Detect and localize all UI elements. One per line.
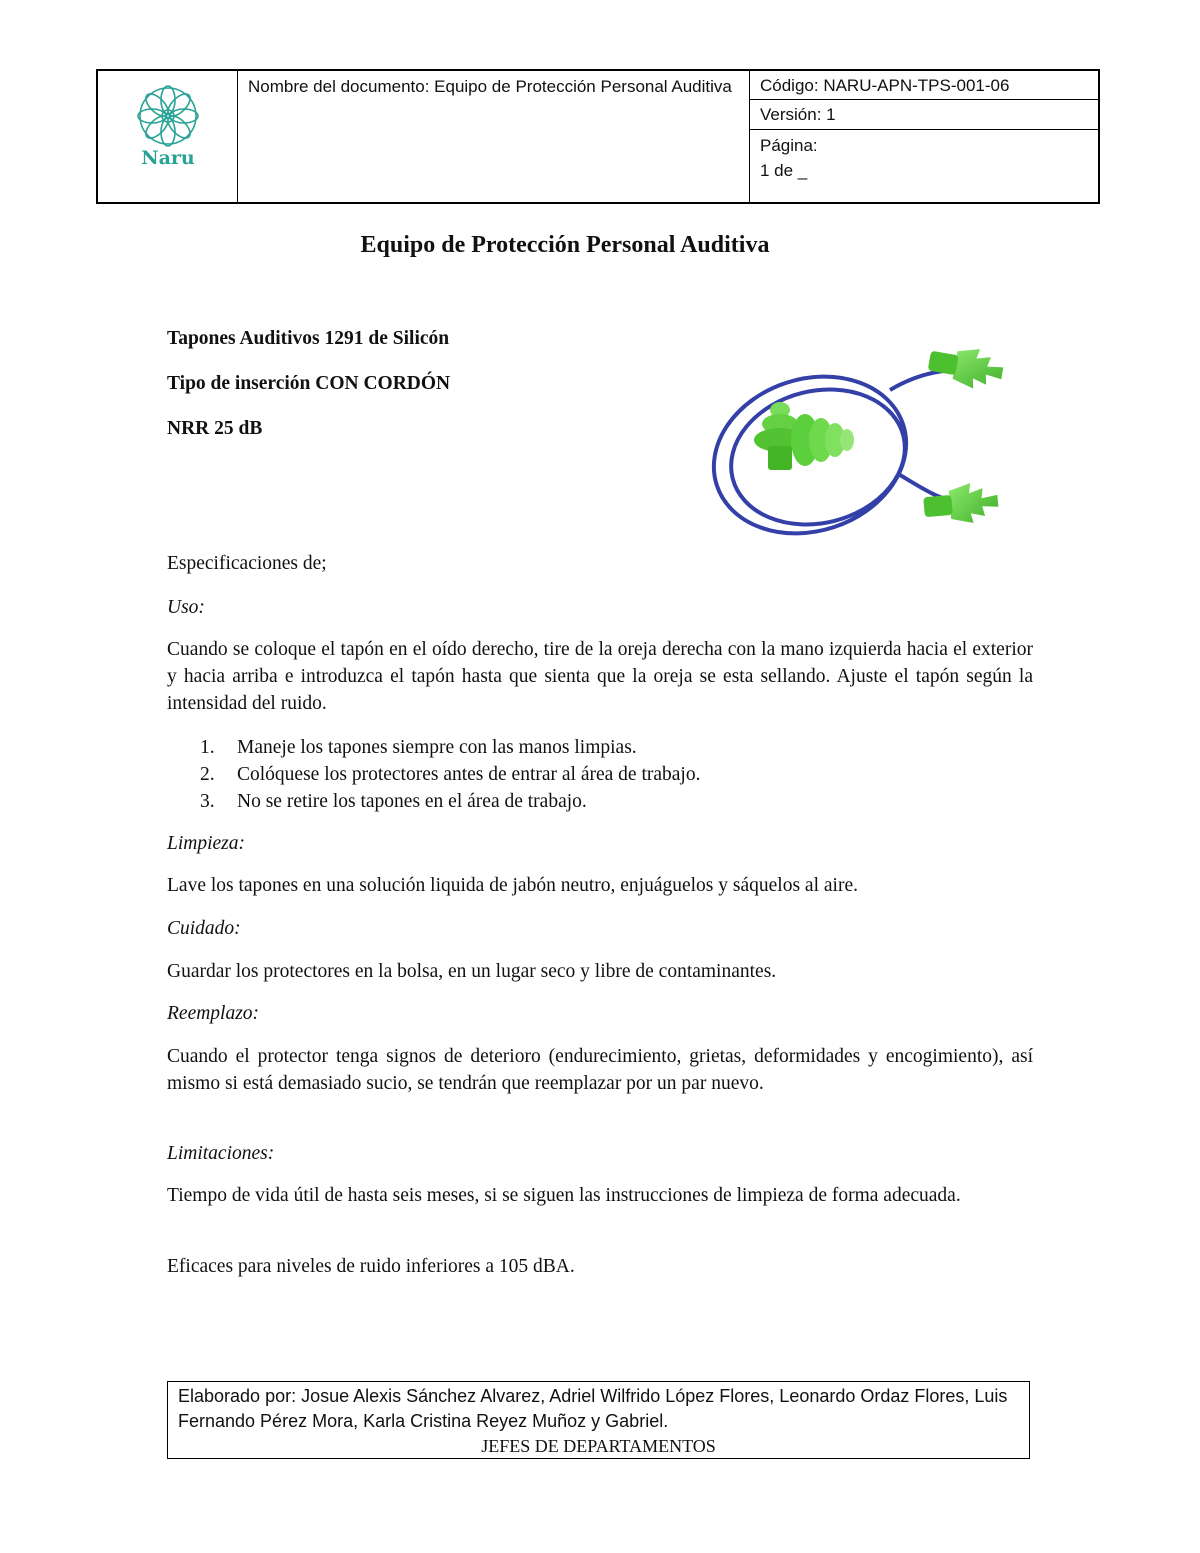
- specs-intro: Especificaciones de;: [167, 553, 327, 574]
- limitaciones-text-2: Eficaces para niveles de ruido inferiores a 105 dBA.: [167, 1256, 575, 1277]
- product-nrr: NRR 25 dB: [167, 418, 263, 439]
- list-item: [200, 761, 700, 788]
- list-item-text: No se retire los tapones en el área de trabajo.: [237, 791, 587, 812]
- earplugs-image: [700, 335, 1010, 545]
- logo-cell: [98, 71, 238, 202]
- document-name-cell: Nombre del documento: Equipo de Protección Personal Auditiva: [238, 71, 750, 202]
- limitaciones-heading: Limitaciones:: [167, 1143, 275, 1164]
- list-item-number: 2.: [200, 764, 215, 785]
- authors-role: JEFES DE DEPARTAMENTOS: [481, 1436, 716, 1456]
- authors-footer-box: [167, 1381, 1030, 1459]
- logo-wordmark: Naru: [141, 147, 195, 169]
- page-label: Página:: [760, 136, 818, 155]
- product-name: Tapones Auditivos 1291 de Silicón: [167, 328, 450, 349]
- document-version-cell: Versión: 1: [750, 100, 1098, 130]
- authors-text: Elaborado por: Josue Alexis Sánchez Alvarez, Adriel Wilfrido López Flores, Leonardo Ordaz Flores, Luis Fernando Pérez Mora, Karla Cristina Reyez Muñoz y Gabriel.: [178, 1386, 1008, 1431]
- list-item-number: 1.: [200, 737, 215, 758]
- cuidado-heading: Cuidado:: [167, 918, 241, 939]
- uso-heading: Uso:: [167, 597, 205, 618]
- naru-logo-icon: [132, 83, 204, 149]
- uso-text: Cuando se coloque el tapón en el oído derecho, tire de la oreja derecha con la mano izquierda hacia el exterior y hacia arriba e introduzca el tapón hasta que sienta que la oreja se esta sellando. Ajuste el tapón según la intensidad del ruido.: [167, 639, 1033, 714]
- list-item-number: 3.: [200, 791, 215, 812]
- limitaciones-text-1: Tiempo de vida útil de hasta seis meses, si se siguen las instrucciones de limpieza de forma adecuada.: [167, 1185, 961, 1206]
- product-insertion-type: Tipo de inserción CON CORDÓN: [167, 373, 451, 394]
- list-item: [200, 734, 700, 761]
- list-item-text: Maneje los tapones siempre con las manos limpias.: [237, 737, 637, 758]
- document-code-cell: Código: NARU-APN-TPS-001-06: [750, 71, 1098, 100]
- list-item-text: Colóquese los protectores antes de entrar al área de trabajo.: [237, 764, 701, 785]
- page-number: 1 de _: [760, 161, 808, 180]
- document-page-cell: [750, 130, 1098, 202]
- limpieza-text: Lave los tapones en una solución liquida de jabón neutro, enjuáguelos y sáquelos al aire.: [167, 875, 858, 896]
- document-header-table: [96, 69, 1100, 204]
- limpieza-heading: Limpieza:: [167, 833, 245, 854]
- list-item: [200, 788, 700, 815]
- reemplazo-text: Cuando el protector tenga signos de deterioro (endurecimiento, grietas, deformidades y encogimiento), así mismo si está demasiado sucio, se tendrán que reemplazar por un par nuevo.: [167, 1046, 1033, 1094]
- reemplazo-heading: Reemplazo:: [167, 1003, 260, 1024]
- uso-steps-list: [200, 734, 700, 815]
- cuidado-text: Guardar los protectores en la bolsa, en un lugar seco y libre de contaminantes.: [167, 961, 777, 982]
- page-title: Equipo de Protección Personal Auditiva: [360, 232, 770, 258]
